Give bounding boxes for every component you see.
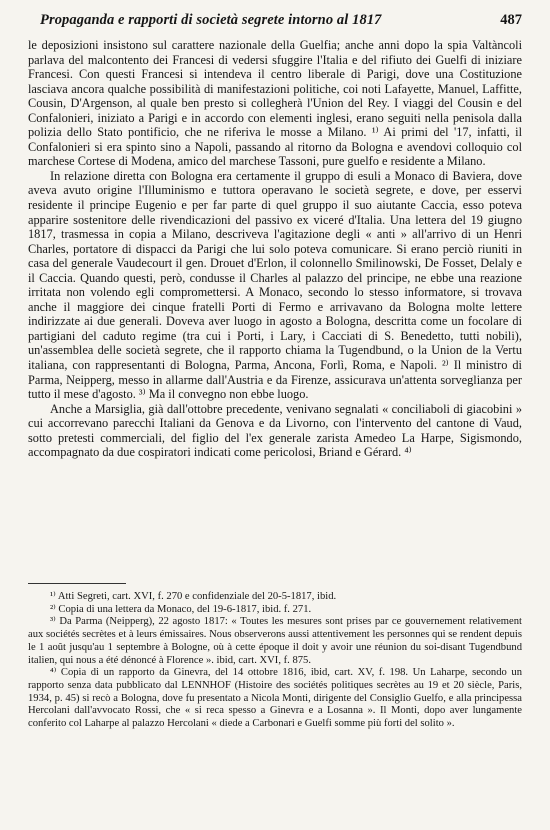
page-number: 487 xyxy=(500,12,522,28)
footnote-1: ¹⁾ Atti Segreti, cart. XVI, f. 270 e confidenziale del 20-5-1817, ibid. xyxy=(50,591,337,602)
footnote-separator xyxy=(28,583,126,584)
main-text xyxy=(28,38,522,460)
running-header xyxy=(40,12,522,34)
running-title: Propaganda e rapporti di società segrete intorno al 1817 xyxy=(40,12,382,28)
footnote-4: ⁴⁾ Copia di un rapporto da Ginevra, del 14 ottobre 1816, ibid, cart. XV, f. 198. Un Laharpe, secondo un rapporto senza data pubblicato dal LENNHOF (Histoire des sociétés politiques secrètes au 19 et 20 siècle, Paris, 1934, p. 45) si recò a Bologna, dove fu presentato a Nicola Monti, dirigente del Consiglio Guelfo, e alla principessa Hercolani dall'avvocato Rossi, che « si reca spesso a Ginevra e a Losanna ». Il Monti, dopo aver lungamente conferito col Laharpe al palazzo Hercolani « diede a Carbonari e Guelfi somme più forti del solito ». xyxy=(28,667,522,730)
paragraph-3: Anche a Marsiglia, già dall'ottobre precedente, venivano segnalati « conciliaboli di giacobini » cui accorrevano parecchi Italiani da Genova e da Livorno, con l'intervento del cantone di Vaud, sotto pretesti commerciali, del figlio del l'ex generale zarista Amedeo La Harpe, Sigismondo, accompagnato da due cospiratori indicati come pericolosi, Briand e Gérard. ⁴⁾ xyxy=(28,401,522,460)
footnotes xyxy=(28,591,522,731)
footnote-3: ³⁾ Da Parma (Neipperg), 22 agosto 1817: « Toutes les mesures sont prises par ce gouvernement relativement aux sociétés secrètes et à leurs émissaires. Nous observerons aussi attentivement les personnes qui se rendent depuis le 1 août jusqu'au 1 septembre à Bologne, où à cette époque il doit y avoir une réunion du soi-disant Tugendbund italien, qui nous a été dénoncé à Florence ». ibid, cart. XVI, f. 875. xyxy=(28,616,522,666)
footnote-2: ²⁾ Copia di una lettera da Monaco, del 19-6-1817, ibid. f. 271. xyxy=(50,603,312,615)
paragraph-2: In relazione diretta con Bologna era certamente il gruppo di esuli a Monaco di Baviera, dove aveva avuto origine l'Illuminismo e tuttora operavano le società segrete, e dove, per esservi residente il principe Eugenio e per far parte di quel gruppo il suo aiutante Caccia, esso poteva apparire sostenitore delle rivendicazioni del passivo ex viceré d'Italia. Una lettera del 19 giugno 1817, trasmessa in copia a Milano, descriveva l'agitazione degli « anti » all'arrivo di un Henri Charles, portatore di dispacci da Parigi che lui solo poteva comunicare. Si erano perciò riuniti in casa del generale Vaudecourt il gen. Drouet d'Erlon, il colonnello Smilinowski, De Fosset, Delaly e il Caccia. Quando questi, però, condusse il Charles al palazzo del principe, ne ebbe una reazione irritata non volendo egli compromettersi. A Monaco, secondo lo stesso informatore, si trovava anche il maggiore dei cinque fratelli Porti di Fermo e arrivavano da Bologna molte lettere indirizzate ai due generali. Doveva aver luogo in agosto a Bologna, descritta come un focolare di partigiani del caduto regime (tra cui i Porti, i Lary, i Cacciati di S. Benedetto, tutti nobili), un'assemblea delle società segrete, che il rapporto chiama la Tugendbund, o la Union de la Vertu italiana, con rappresentanti di Bologna, Parma, Ancona, Forlì, Roma, e Napoli. ²⁾ Il ministro di Parma, Neipperg, messo in allarme dall'Austria e da Firenze, assicurava un'attenta sorveglianza per tutto il mese d'agosto. ³⁾ Ma il convegno non ebbe luogo. xyxy=(28,168,522,402)
paragraph-1: le deposizioni insistono sul carattere nazionale della Guelfia; anche anni dopo la spia Valtàncoli parlava del malcontento dei Francesi di vedersi sfuggire l'Italia e del rifiuto dei Guelfi di iniziare Francesi. Con questi Francesi si intendeva il centro liberale di Parigi, dove una Costituzione lasciava ancora qualche possibilità di manifestazioni politiche, coi noti Lafayette, Manuel, Laffitte, Cousin, D'Argenson, al quale ben presto si collegherà l'Union del Rey. I viaggi del Cousin e del Confalonieri, iniziato a Parigi e in accordo con elementi inglesi, erano seguiti nella penisola dalla polizia dello Stato pontificio, che ne riferiva le mosse a Milano. ¹⁾ Ai primi del '17, infatti, il Confalonieri si era spinto sino a Napoli, passando al ritorno da Bologna e avendovi colloquio col marchese Cortese di Modena, amico del marchese Tassoni, pure guelfo e residente a Milano. xyxy=(28,38,522,169)
